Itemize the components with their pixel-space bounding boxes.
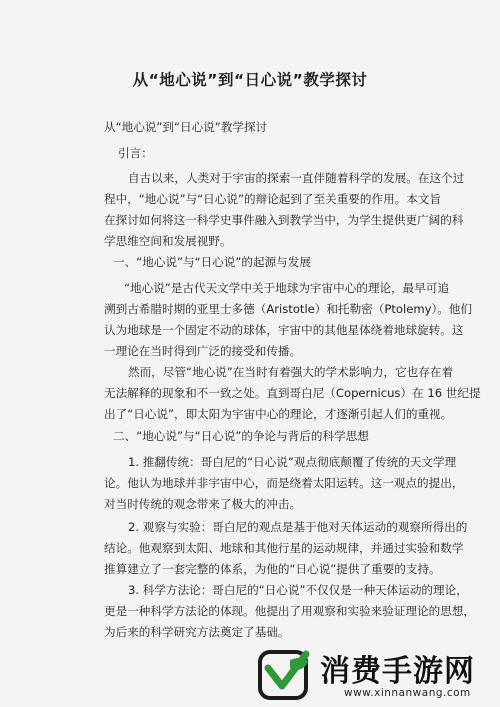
paragraph-line: 3. 科学方法论：哥白尼的“日心说”不仅仅是一种天体运动的理论， xyxy=(128,583,468,597)
paragraph-line: 一理论在当时得到广泛的接受和传播。 xyxy=(104,344,302,358)
section2-paragraph-3 xyxy=(104,580,476,643)
document-title: 从“地心说”到“日心说”教学探讨 xyxy=(132,71,368,89)
section1-paragraph-2 xyxy=(104,362,481,425)
paragraph-line: 溯到古希腊时期的亚里士多德（Aristotle）和托勒密（Ptolemy）。他们 xyxy=(104,302,473,316)
paragraph-line: “地心说”是古代天文学中关于地球为宇宙中心的理论，最早可追 xyxy=(124,281,450,295)
paragraph-line: 认为地球是一个固定不动的球体，宇宙中的其他星体绕着地球旋转。这 xyxy=(104,323,464,337)
paragraph-line: 结论。他观察到太阳、地球和其他行星的运动规律，并通过实验和数学 xyxy=(104,541,464,555)
paragraph-line: 2. 观察与实验：哥白尼的观点是基于他对天体运动的观察所得出的 xyxy=(128,520,468,534)
watermark-title: 消费手游网 xyxy=(320,654,475,689)
intro-line: 程中，“地心说”与“日心说”的辩论起到了至关重要的作用。本文旨 xyxy=(104,192,442,206)
section2-heading: 二、“地心说”与“日心说”的争论与背后的科学思想 xyxy=(113,429,369,443)
section1-paragraph-1 xyxy=(104,278,473,362)
paragraph-line: 为后来的科学研究方法奠定了基础。 xyxy=(104,625,290,639)
section2-paragraph-2 xyxy=(104,517,468,580)
paragraph-line: 更是一种科学方法论的体现。他提出了用观察和实验来验证理论的思想， xyxy=(104,604,476,618)
section1-heading: 一、“地心说”与“日心说”的起源与发展 xyxy=(113,255,311,269)
paragraph-line: 对当时传统的观念带来了极大的冲击。 xyxy=(104,497,302,511)
document-subtitle: 从“地心说”到“日心说”教学探讨 xyxy=(104,120,268,134)
leaf-checkmark-icon xyxy=(254,646,314,706)
paragraph-line: 无法解释的现象和不一致之处。直到哥白尼（Copernicus）在 16 世纪提 xyxy=(104,386,481,400)
intro-line: 学思维空间和发展视野。 xyxy=(104,234,232,248)
section2-paragraph-1 xyxy=(104,452,464,515)
intro-line: 在探讨如何将这一科学史事件融入到教学当中，为学生提供更广阔的科 xyxy=(104,213,464,227)
watermark-url: www.xinnanwang.com xyxy=(344,687,471,699)
intro-line: 自古以来，人类对于宇宙的探索一直伴随着科学的发展。在这个过 xyxy=(128,171,465,185)
intro-paragraph xyxy=(104,168,465,252)
paragraph-line: 论。他认为地球并非宇宙中心，而是绕着太阳运转。这一观点的提出， xyxy=(104,476,464,490)
intro-heading: 引言： xyxy=(118,146,153,160)
paragraph-line: 1. 推翻传统：哥白尼的“日心说”观点彻底颠覆了传统的天文学理 xyxy=(128,455,457,469)
site-watermark xyxy=(248,640,498,707)
paragraph-line: 推算建立了一套完整的体系，为他的“日心说”提供了重要的支持。 xyxy=(104,562,441,576)
paragraph-line: 出了“日心说”，即太阳为宇宙中心的理论，才逐渐引起人们的重视。 xyxy=(104,407,453,421)
paragraph-line: 然而，尽管“地心说”在当时有着强大的学术影响力，它也存在着 xyxy=(128,365,454,379)
